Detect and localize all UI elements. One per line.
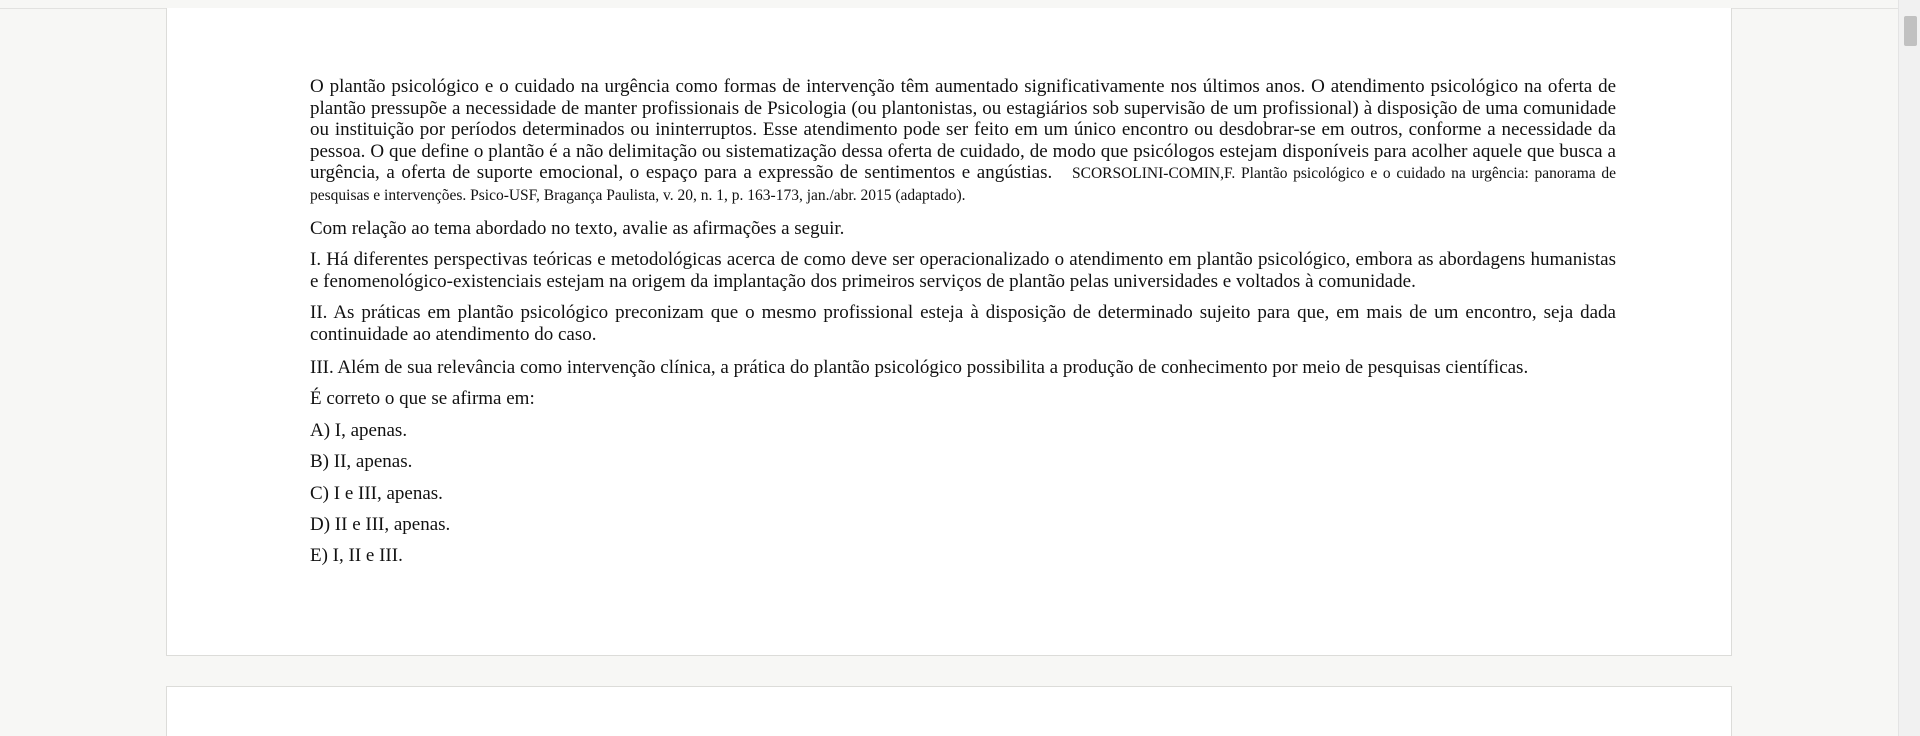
statement-3: III. Além de sua relevância como intervenção clínica, a prática do plantão psicológico possibilita a produção de conhecimento por meio de pesquisas científicas. (310, 356, 1529, 378)
option-b[interactable]: B) II, apenas. (310, 451, 413, 473)
document-page (166, 8, 1732, 656)
scrollbar-thumb[interactable] (1904, 16, 1917, 46)
vertical-scrollbar[interactable] (1898, 0, 1920, 736)
reference-text (310, 76, 1616, 206)
option-c[interactable]: C) I e III, apenas. (310, 482, 443, 504)
reference-passage: O plantão psicológico e o cuidado na urgência como formas de intervenção têm aumentado significativamente nos últimos anos. O atendimento psicológico na oferta de plantão pressupõe a necessidade de manter profissionais de Psicologia (ou plantonistas, ou estagiários sob supervisão de um profissional) à disposição de uma comunidade ou instituição por períodos determinados ou ininterruptos. Esse atendimento pode ser feito em um único encontro ou desdobrar-se em outros, conforme a necessidade da pessoa. O que define o plantão é a não delimitação ou sistematização dessa oferta de cuidado, de modo que psicólogos estejam disponíveis para acolher aquele que busca a urgência, a oferta de suporte emocional, o espaço para a expressão de sentimentos e angústias. (310, 76, 1616, 184)
option-e[interactable]: E) I, II e III. (310, 545, 403, 567)
option-a[interactable]: A) I, apenas. (310, 419, 408, 441)
reference-citation: SCORSOLINI-COMIN,F. Plantão psicológico e o cuidado na urgência: panorama de pesquisas e intervenções. Psico-USF, Bragança Paulista, v. 20, n. 1, p. 163-173, jan./abr. 2015 (adaptado). (310, 165, 1616, 204)
statement-1: I. Há diferentes perspectivas teóricas e metodológicas acerca de como deve ser operacionalizado o atendimento em plantão psicológico, embora as abordagens humanistas e fenomenológico-existenciais estejam na origem da implantação dos primeiros serviços de plantão pelas universidades e voltados à comunidade. (310, 249, 1616, 292)
question-prompt: Com relação ao tema abordado no texto, avalie as afirmações a seguir. (310, 217, 845, 239)
option-d[interactable]: D) II e III, apenas. (310, 513, 451, 535)
question-ask: É correto o que se afirma em: (310, 388, 535, 410)
question-content (310, 76, 1616, 577)
statement-2: II. As práticas em plantão psicológico preconizam que o mesmo profissional esteja à disposição de determinado sujeito para que, em mais de um encontro, seja dada continuidade ao atendimento do caso. (310, 302, 1616, 345)
next-document-page (166, 686, 1732, 736)
answer-options (310, 420, 1616, 567)
